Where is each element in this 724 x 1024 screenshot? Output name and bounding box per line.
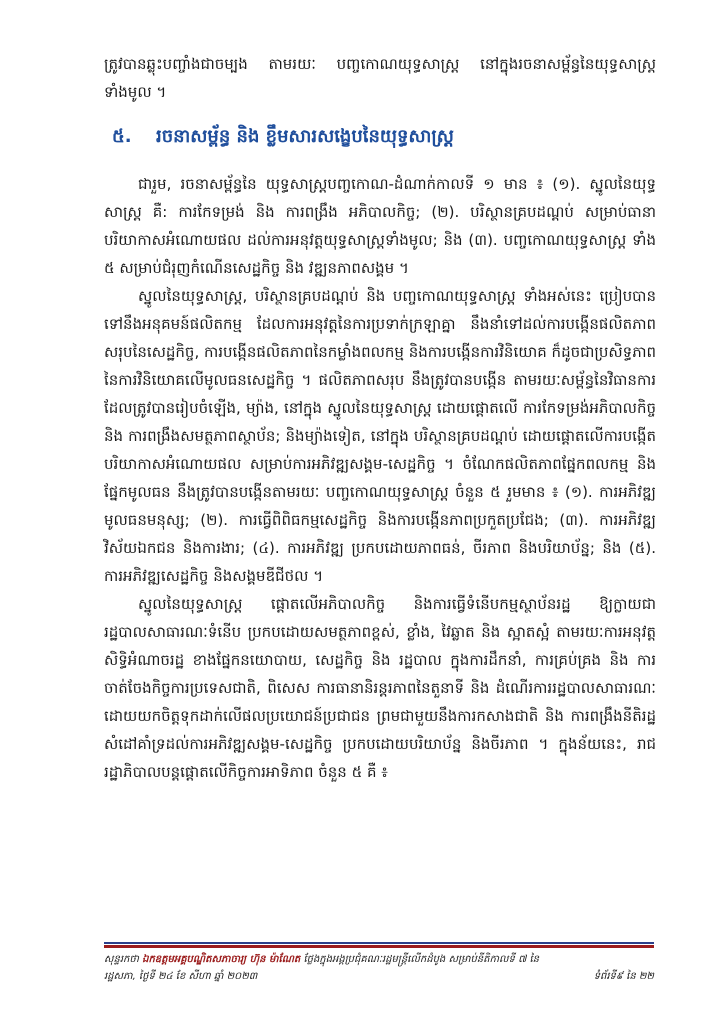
footer-line-1: [104, 951, 654, 968]
footer-date: រដ្ឋសភា, ថ្ងៃទី ២៤ ខែ សីហា ឆ្នាំ ២០២៣: [104, 971, 258, 982]
footer-line-2: [104, 968, 654, 985]
section-title: រចនាសម្ព័ន្ធ និង ខ្លឹមសារសង្ខេបនៃយុទ្ធសាស្ត្រ: [156, 126, 454, 147]
paragraph-governance-core: ស្នូលនៃយុទ្ធសាស្ត្រ ផ្ដោតលើអភិបាលកិច្ច និងការធ្វើទំនើបកម្មស្ថាប័នរដ្ឋ ឱ្យក្លាយជារដ្ឋបាលសាធារណៈទំនើប ប្រកបដោយសមត្ថភាពខ្ពស់, ខ្លាំង, វៃឆ្លាត និង ស្អាតស្អំ តាមរយៈការអនុវត្តសិទ្ធិអំណាចរដ្ឋ ខាងផ្នែកនយោបាយ, សេដ្ឋកិច្ច និង រដ្ឋបាល ក្នុងការដឹកនាំ, ការគ្រប់គ្រង និង ការចាត់ចែងកិច្ចការប្រទេសជាតិ, ពិសេស ការធានានិរន្តរភាពនៃតួនាទី និង ដំណើរការរដ្ឋបាលសាធារណៈ ដោយយកចិត្តទុកដាក់លើផលប្រយោជន៍ប្រជាជន ព្រមជាមួយនឹងការកសាងជាតិ និង ការពង្រឹងនីតិរដ្ឋ សំដៅគាំទ្រដល់ការអភិវឌ្ឍសង្គម-សេដ្ឋកិច្ច ប្រកបដោយបរិយាប័ន្ន និងចីរភាព ។ ក្នុងន័យនេះ, រាជរដ្ឋាភិបាលបន្តផ្ដោតលើកិច្ចការអាទិភាព ចំនួន ៥ គឺ ៖: [104, 595, 656, 781]
footer-rule-top: [104, 942, 654, 944]
footer-prefix: សុន្ទរកថា: [104, 954, 139, 965]
paragraph-structure: ជារួម, រចនាសម្ព័ន្ធនៃ យុទ្ធសាស្ត្របញ្ចកោណ-ដំណាក់កាលទី ១ មាន ៖ (១). ស្នូលនៃយុទ្ធសាស្ត្រ គឺ: ការកែទម្រង់ និង ការពង្រឹង អភិបាលកិច្ច; (២). បរិស្ថានគ្របដណ្ដប់ សម្រាប់ធានាបរិយាកាសអំណោយផល ដល់ការអនុវត្តយុទ្ធសាស្ត្រទាំងមូល; និង (៣). បញ្ចកោណយុទ្ធសាស្ត្រ ទាំង ៥ សម្រាប់ជំរុញកំណើនសេដ្ឋកិច្ច និង វឌ្ឍនភាពសង្គម ។: [104, 175, 656, 277]
paragraph-production-function: ស្នូលនៃយុទ្ធសាស្ត្រ, បរិស្ថានគ្របដណ្ដប់ និង បញ្ចកោណយុទ្ធសាស្ត្រ ទាំងអស់នេះ ប្រៀបបានទៅនឹងអនុគមន៍ផលិតកម្ម ដែលការអនុវត្តនៃការប្រទាក់ក្រឡាគ្នា នឹងនាំទៅដល់ការបង្កើនផលិតភាពសរុបនៃសេដ្ឋកិច្ច, ការបង្កើនផលិតភាពនៃកម្លាំងពលកម្ម និងការបង្កើនការវិនិយោគ ក៏ដូចជាប្រសិទ្ធភាពនៃការវិនិយោគលើមូលធនសេដ្ឋកិច្ច ។ ផលិតភាពសរុប នឹងត្រូវបានបង្កើន តាមរយៈសម្ព័ន្ធនៃវិធានការ ដែលត្រូវបានរៀបចំឡើង, ម្យ៉ាង, នៅក្នុង ស្នូលនៃយុទ្ធសាស្ត្រ ដោយផ្ដោតលើ ការកែទម្រង់អភិបាលកិច្ច និង ការពង្រឹងសមត្ថភាពស្ថាប័ន; និងម្យ៉ាងទៀត, នៅក្នុង បរិស្ថានគ្របដណ្ដប់ ដោយផ្ដោតលើការបង្កើតបរិយាកាសអំណោយផល សម្រាប់ការអភិវឌ្ឍសង្គម-សេដ្ឋកិច្ច ។ ចំណែកផលិតភាពផ្នែកពលកម្ម និង ផ្នែកមូលធន នឹងត្រូវបានបង្កើនតាមរយៈ បញ្ចកោណយុទ្ធសាស្ត្រ ចំនួន ៥ រួមមាន ៖ (១). ការអភិវឌ្ឍមូលធនមនុស្ស; (២). ការធ្វើពិពិធកម្មសេដ្ឋកិច្ច និងការបង្កើនភាពប្រកួតប្រជែង; (៣). ការអភិវឌ្ឍវិស័យឯកជន និងការងារ; (៤). ការអភិវឌ្ឍ ប្រកបដោយភាពធន់, ចីរភាព និងបរិយាប័ន្ន; និង (៥). ការអភិវឌ្ឍសេដ្ឋកិច្ច និងសង្គមឌីជីថល ។: [104, 287, 656, 585]
page-number: ទំព័រទី៩ នៃ ២២: [593, 971, 654, 982]
footer-speaker: ឯកឧត្ដមអគ្គបណ្ឌិតសភាចារ្យ ហ៊ុន ម៉ាណែត: [142, 954, 301, 965]
document-body: [104, 50, 656, 786]
section-heading: [104, 122, 656, 152]
page-footer: [104, 951, 654, 985]
intro-paragraph: ត្រូវបានឆ្លុះបញ្ចាំងជាចម្បង តាមរយៈ បញ្ចកោណយុទ្ធសាស្ត្រ នៅក្នុងរចនាសម្ព័ន្ធនៃយុទ្ធសាស្ត្រ ទាំងមូល ។: [104, 55, 656, 101]
footer-occasion: ថ្លែងក្នុងអង្គប្រជុំគណៈរដ្ឋមន្ត្រីលើកដំបូង សម្រាប់នីតិកាលទី ៧ នៃ: [303, 954, 539, 965]
section-number: ៥.: [112, 126, 132, 147]
footer-rule-bottom: [104, 945, 654, 948]
